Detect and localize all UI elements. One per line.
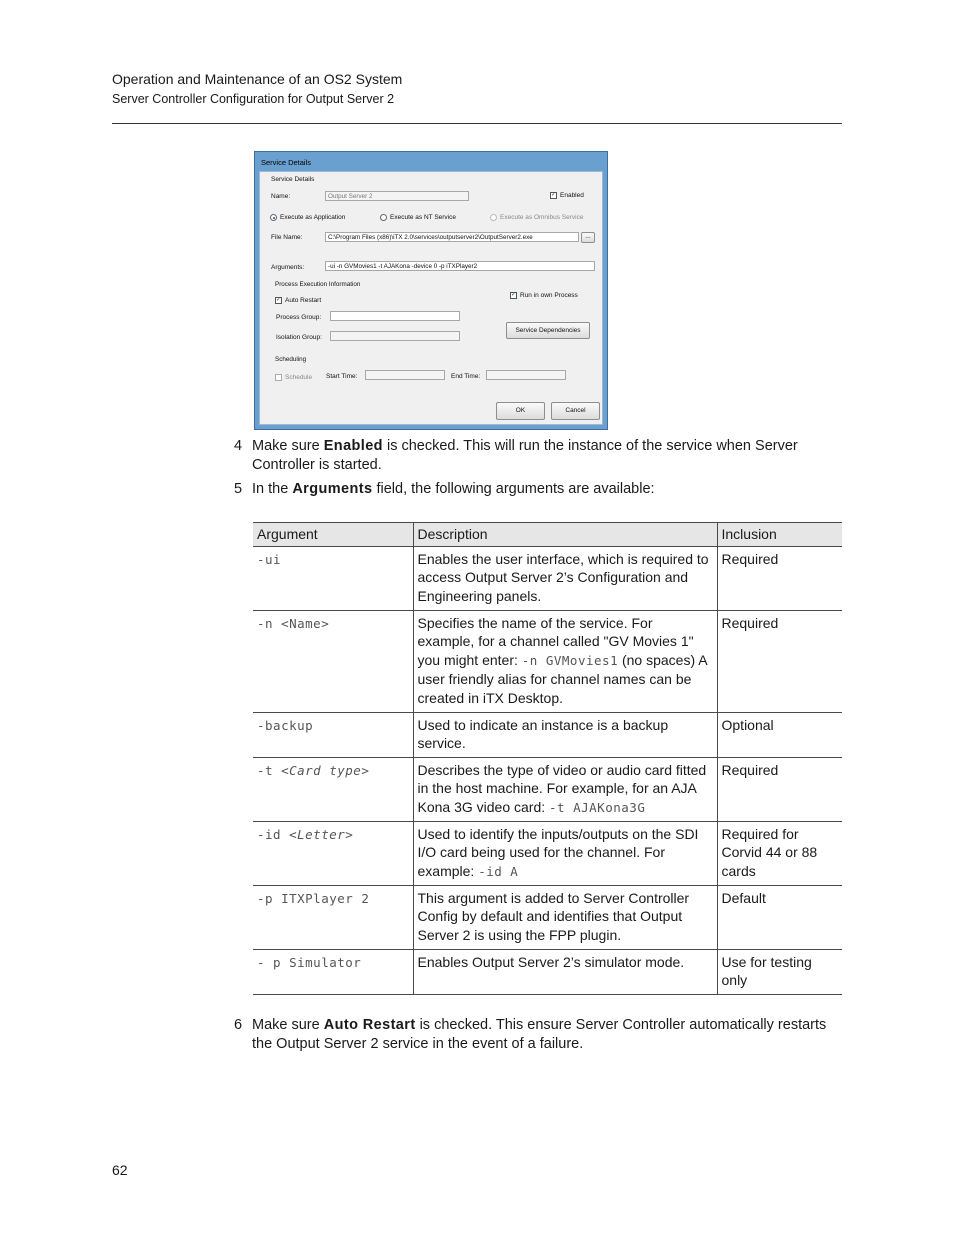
step-text-pre: Make sure — [252, 438, 324, 454]
example-code: -n GVMovies1 — [521, 652, 619, 668]
description-cell: This argument is added to Server Controller Config by default and identifies that Output Server 2 is using the FPP plugin. — [413, 885, 717, 949]
step-5 — [234, 480, 834, 500]
schedule-checkbox[interactable] — [275, 374, 282, 381]
description-text: Specifies the name of the service. For example, for a channel called "GV Movies 1" you might enter: — [417, 614, 694, 668]
argument-cell — [253, 546, 413, 610]
table-row — [253, 821, 842, 885]
description-text: (no spaces) A user friendly alias for channel names can be created in iTX Desktop. — [417, 651, 707, 706]
process-group-label: Process Group: — [276, 314, 322, 321]
step-text-pre: In the — [252, 481, 293, 497]
execute-as-omnibus-label: Execute as Omnibus Service — [500, 214, 584, 221]
inclusion-cell: Default — [717, 885, 842, 949]
example-code: -id A — [478, 863, 519, 879]
argument-code: -backup — [257, 717, 314, 733]
argument-cell — [253, 885, 413, 949]
header-argument: Argument — [253, 523, 413, 547]
inclusion-cell: Required — [717, 546, 842, 610]
header-description: Description — [413, 523, 717, 547]
example-code: -t AJAKona3G — [549, 799, 646, 815]
isolation-group-field[interactable] — [330, 331, 460, 341]
enabled-label: Enabled — [560, 192, 584, 199]
service-details-dialog — [254, 151, 608, 430]
argument-cell — [253, 610, 413, 712]
description-text: Describes the type of video or audio card fitted in the host machine. For example, for an AJA Kona 3G video card: — [417, 761, 707, 815]
table-row — [253, 885, 842, 949]
step-number: 4 — [234, 438, 243, 454]
end-time-label: End Time: — [451, 373, 481, 380]
argument-cell — [253, 949, 413, 994]
argument-cell — [253, 757, 413, 821]
argument-cell — [253, 712, 413, 757]
description-text: Used to identify the inputs/outputs on the SDI I/O card being used for the channel. For example: — [417, 825, 699, 879]
file-name-label: File Name: — [271, 234, 303, 241]
header-inclusion: Inclusion — [717, 523, 842, 547]
step-text-post: field, the following arguments are available: — [372, 481, 655, 497]
arguments-table — [253, 522, 842, 995]
inclusion-cell: Use for testing only — [717, 949, 842, 994]
step-number: 6 — [234, 1017, 243, 1033]
description-cell: Enables Output Server 2’s simulator mode. — [413, 949, 717, 994]
scheduling-label: Scheduling — [275, 356, 307, 363]
inclusion-cell: Required — [717, 757, 842, 821]
enabled-checkbox[interactable]: ✓ — [551, 192, 557, 198]
schedule-label: Schedule — [285, 374, 313, 381]
execute-as-application-radio[interactable] — [270, 214, 277, 221]
argument-code: -ui — [257, 551, 282, 567]
argument-code: -n <Name> — [257, 615, 330, 631]
name-field[interactable]: Output Server 2 — [325, 191, 469, 201]
table-row — [253, 757, 842, 821]
cancel-button[interactable]: Cancel — [551, 402, 600, 420]
execute-as-omnibus-radio[interactable] — [490, 214, 497, 221]
description-cell: Enables the user interface, which is required to access Output Server 2’s Configuration and Engineering panels. — [413, 546, 717, 610]
description-cell — [413, 610, 717, 712]
argument-code: -p ITXPlayer 2 — [257, 890, 370, 906]
inclusion-cell: Required for Corvid 44 or 88 cards — [717, 821, 842, 885]
step-text-pre: Make sure — [252, 1017, 324, 1033]
step-number: 5 — [234, 481, 243, 497]
table-row — [253, 712, 842, 757]
run-own-process-label: Run in own Process — [520, 292, 578, 299]
description-cell: Used to indicate an instance is a backup service. — [413, 712, 717, 757]
argument-placeholder: <Card type> — [281, 762, 370, 778]
argument-code: -id — [257, 826, 290, 842]
argument-code: - p Simulator — [257, 954, 362, 970]
step-text — [252, 480, 832, 499]
table-row — [253, 610, 842, 712]
dialog-title: Service Details — [261, 158, 312, 167]
isolation-group-label: Isolation Group: — [276, 334, 322, 341]
description-cell — [413, 821, 717, 885]
step-keyword: Arguments — [292, 481, 373, 497]
document-title: Operation and Maintenance of an OS2 System — [112, 71, 403, 87]
group-label: Service Details — [271, 176, 315, 183]
file-name-field[interactable]: C:\Program Files (x86)\iTX 2.0\services\outputserver2\OutputServer2.exe — [325, 232, 579, 242]
table-header-row — [253, 523, 842, 547]
step-keyword: Auto Restart — [323, 1017, 416, 1033]
step-text-post: is checked. This will run the instance of the service when Server Controller is started. — [252, 438, 798, 473]
inclusion-cell: Optional — [717, 712, 842, 757]
process-info-label: Process Execution Information — [275, 281, 361, 288]
start-time-label: Start Time: — [326, 373, 358, 380]
execute-as-application-label: Execute as Application — [280, 214, 346, 221]
browse-button[interactable]: ... — [581, 232, 595, 243]
run-own-process-checkbox[interactable]: ✓ — [511, 292, 517, 298]
step-text — [252, 437, 832, 475]
step-keyword: Enabled — [323, 438, 383, 454]
service-dependencies-button[interactable]: Service Dependencies — [506, 322, 590, 339]
auto-restart-checkbox[interactable]: ✓ — [276, 297, 282, 303]
auto-restart-label: Auto Restart — [285, 297, 322, 304]
step-text — [252, 1016, 832, 1054]
ok-button[interactable]: OK — [496, 402, 545, 420]
arguments-label: Arguments: — [271, 264, 305, 271]
step-4 — [234, 437, 834, 477]
table-row — [253, 949, 842, 994]
description-cell — [413, 757, 717, 821]
table-row — [253, 546, 842, 610]
execute-as-nt-service-radio[interactable] — [380, 214, 387, 221]
section-title: Server Controller Configuration for Output Server 2 — [112, 92, 395, 106]
page-number: 62 — [112, 1162, 128, 1178]
step-6 — [234, 1016, 834, 1056]
process-group-field[interactable] — [330, 311, 460, 321]
argument-placeholder: <Letter> — [289, 826, 354, 842]
start-time-field[interactable] — [365, 370, 445, 380]
execute-as-nt-service-label: Execute as NT Service — [390, 214, 456, 221]
argument-code: -t — [257, 762, 282, 778]
name-label: Name: — [271, 193, 291, 200]
argument-cell — [253, 821, 413, 885]
end-time-field[interactable] — [486, 370, 566, 380]
dialog-body — [259, 171, 603, 425]
step-text-post: is checked. This ensure Server Controller automatically restarts the Output Server 2 service in the event of a failure. — [252, 1017, 827, 1052]
header-divider — [112, 123, 842, 124]
inclusion-cell: Required — [717, 610, 842, 712]
arguments-field[interactable]: -ui -n GVMovies1 -t AJAKona -device 0 -p iTXPlayer2 — [325, 261, 595, 271]
